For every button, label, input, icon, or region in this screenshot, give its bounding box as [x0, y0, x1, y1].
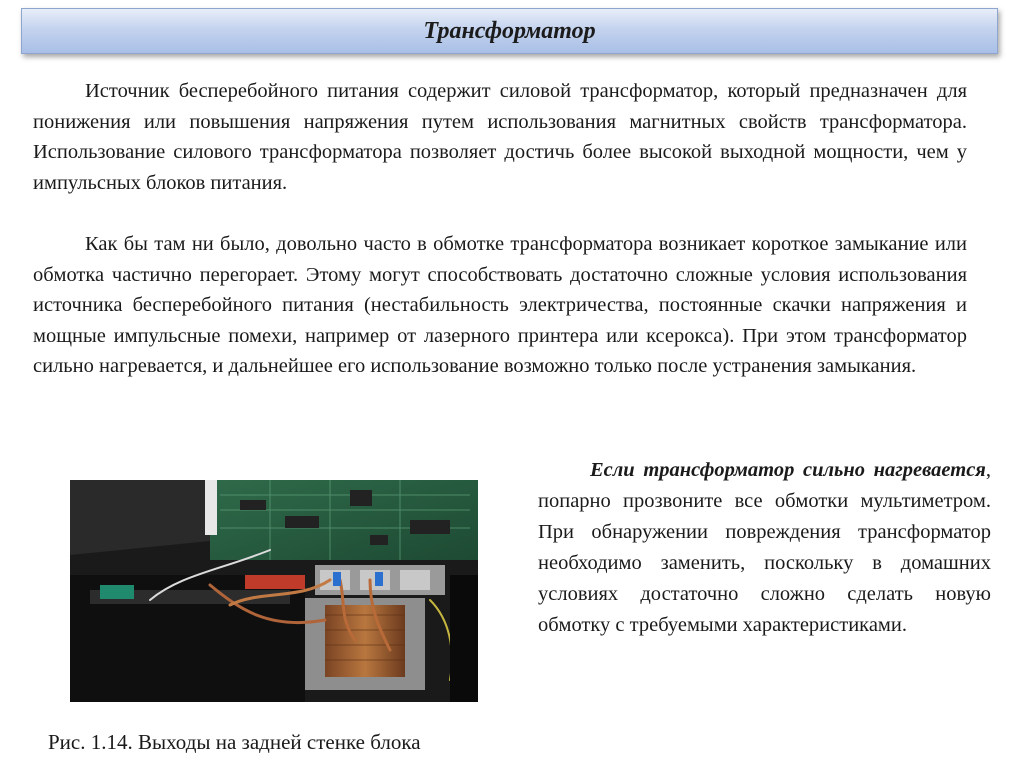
note-emphasis: Если трансформатор сильно нагревается	[590, 459, 986, 481]
paragraph-ups-transformer: Источник бесперебойного питания содержит силовой трансформатор, который предназначен для понижения или повышения напряжения путем использования магнитных свойств трансформатора. Использование силового трансформатора позволяет достичь более высокой выходной мощности, чем у импульсных блоков питания.	[33, 80, 967, 194]
ups-internals-photo	[70, 480, 478, 702]
note-paragraph	[538, 455, 991, 641]
page-title: Трансформатор	[423, 17, 596, 44]
paragraph-short-circuit: Как бы там ни было, довольно часто в обмотке трансформатора возникает короткое замыкание или обмотка частично перегорает. Этому могут способствовать достаточно сложные условия использования источника бесперебойного питания (нестабильность электричества, постоянные скачки напряжения и мощные импульсные помехи, например от лазерного принтера или ксерокса). При этом трансформатор сильно нагревается, и дальнейшее его использование возможно только после устранения замыкания.	[33, 233, 967, 378]
figure-caption: Рис. 1.14. Выходы на задней стенке блока	[48, 730, 421, 754]
ups-board-illustration	[70, 480, 478, 702]
note-text: , попарно прозвоните все обмотки мультиметром. При обнаружении повреждения трансформатор необходимо заменить, поскольку в домашних условиях достаточно сложно сделать новую обмотку с требуемыми характеристиками.	[538, 459, 991, 636]
title-banner	[21, 8, 998, 54]
